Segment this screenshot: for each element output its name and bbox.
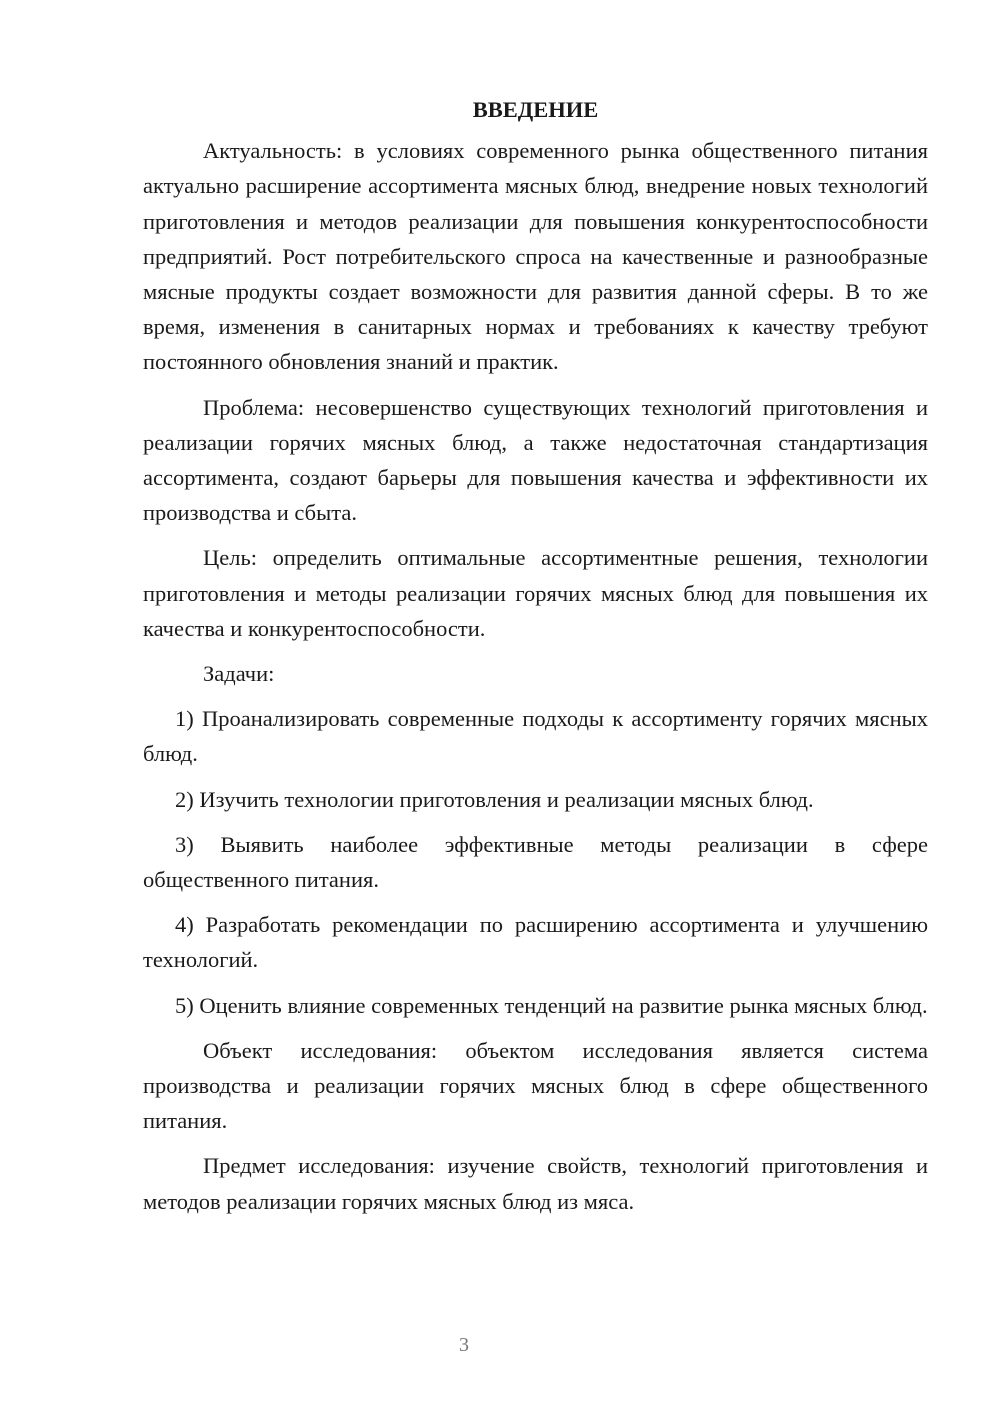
task-item-2: 2) Изучить технологии приготовления и реализации мясных блюд.	[175, 786, 814, 812]
task-item-4: 4) Разработать рекомендации по расширению ассортимента и улучшению технологий.	[143, 912, 928, 973]
page-title: ВВЕДЕНИЕ	[472, 97, 599, 122]
paragraph-object: Объект исследования: объектом исследования является система производства и реализации горячих мясных блюд в сфере общественного питания.	[143, 1037, 928, 1134]
paragraph-problem: Проблема: несовершенство существующих технологий приготовления и реализации горячих мясных блюд, а также недостаточная стандартизация ассортимента, создают барьеры для повышения качества и эффективности их производства и сбыта.	[143, 394, 928, 526]
task-item-1: 1) Проанализировать современные подходы к ассортименту горячих мясных блюд.	[143, 706, 928, 767]
paragraph-subject: Предмет исследования: изучение свойств, технологий приготовления и методов реализации горячих мясных блюд из мяса.	[143, 1153, 928, 1214]
paragraph-relevance: Актуальность: в условиях современного рынка общественного питания актуально расширение ассортимента мясных блюд, внедрение новых технологий приготовления и методов реализации для повышения конкурентоспособности предприятий. Рост потребительского спроса на качественные и разнообразные мясные продукты создает возможности для развития данной сферы. В то же время, изменения в санитарных нормах и требованиях к качеству требуют постоянного обновления знаний и практик.	[143, 138, 928, 375]
page-content	[143, 92, 928, 1229]
page-number: 3	[459, 1334, 469, 1356]
task-item-3: 3) Выявить наиболее эффективные методы реализации в сфере общественного питания.	[143, 831, 928, 893]
task-item-5: 5) Оценить влияние современных тенденций на развитие рынка мясных блюд.	[175, 992, 928, 1018]
paragraph-goal: Цель: определить оптимальные ассортиментные решения, технологии приготовления и методы реализации горячих мясных блюд для повышения их качества и конкурентоспособности.	[143, 545, 928, 641]
tasks-heading: Задачи:	[203, 661, 275, 687]
